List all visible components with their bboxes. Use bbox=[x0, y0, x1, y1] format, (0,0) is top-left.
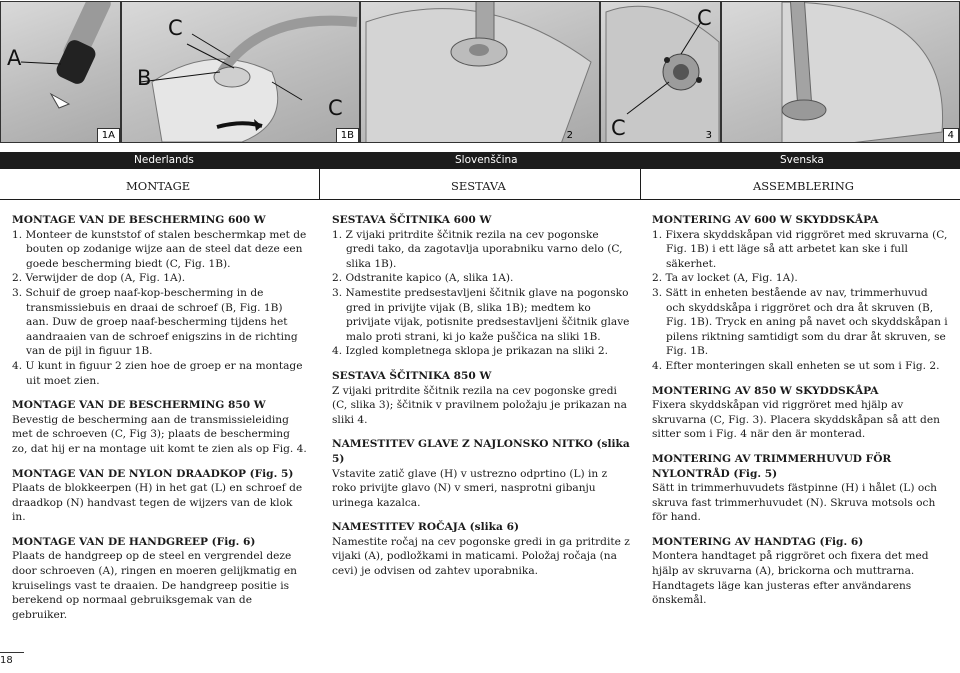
paragraph: 1. Monteer de kunststof of stalen beschermkap met de bouten op zodanige wijze aan de steel dat deze een goede bescherming biedt (C, Fig. 1B). bbox=[12, 228, 307, 270]
section-heading: MONTERING AV TRIMMERHUVUD FÖR NYLONTRÅD (Fig. 5) bbox=[652, 452, 892, 480]
language-bar bbox=[0, 152, 960, 169]
section-heading: NAMESTITEV ROČAJA (slika 6) bbox=[332, 521, 519, 534]
figure-1b-callout-b: B bbox=[137, 66, 152, 90]
language-slovenian: Slovenščina bbox=[455, 154, 518, 166]
column-slovenian bbox=[332, 213, 630, 589]
figure-3-callout-top: C bbox=[697, 6, 712, 30]
paragraph: 3. Schuif de groep naaf-kop-bescherming in de transmissiebuis en draai de schroef (B, Fig. 1B) aan. Duw de groep naaf-bescherming tijdens het aandraaien van de schroef enigszins in de richting van de pijl in figuur 1B. bbox=[12, 286, 298, 358]
language-swedish: Svenska bbox=[780, 154, 824, 166]
section-heading: MONTAGE VAN DE BESCHERMING 850 W bbox=[12, 399, 266, 412]
text-block bbox=[12, 535, 308, 623]
figure-1b-illustration bbox=[122, 2, 360, 143]
text-block bbox=[652, 452, 950, 525]
figure-3-number: 3 bbox=[705, 130, 712, 141]
figure-1a-callout: A bbox=[7, 46, 22, 70]
figure-3 bbox=[600, 1, 721, 143]
page-number: 18 bbox=[0, 655, 13, 666]
paragraph: Vstavite zatič glave (H) v ustrezno odprtino (L) in z roko privijte glavo (N) v smeri, nasprotni gibanju urinega kazalca. bbox=[332, 467, 608, 509]
language-dutch: Nederlands bbox=[134, 154, 194, 166]
column-divider bbox=[640, 169, 641, 199]
figure-1b-number: 1B bbox=[336, 128, 359, 142]
section-heading: SESTAVA ŠČITNIKA 850 W bbox=[332, 369, 492, 382]
paragraph: Fixera skyddskåpan vid riggröret med hjälp av skruvarna (C, Fig. 3). Placera skyddskåpan så att den sitter som i Fig. 4 när den är monterad. bbox=[652, 399, 940, 441]
section-heading: MONTAGE VAN DE NYLON DRAADKOP (Fig. 5) bbox=[12, 467, 294, 480]
figure-row bbox=[0, 0, 960, 146]
paragraph: 3. Namestite predsestavljeni ščitnik glave na pogonsko gred in privijte vijak (B, slika 1B); medtem ko privijate vijak, potisnite predsestavljeni ščitnik glave malo proti strani, ki jo kaže puščica na sliki 1B. bbox=[332, 286, 630, 343]
section-bar bbox=[0, 169, 960, 200]
figure-2-number: 2 bbox=[566, 130, 573, 141]
section-heading: MONTAGE VAN DE HANDGREEP (Fig. 6) bbox=[12, 535, 256, 548]
figure-4-number: 4 bbox=[943, 128, 959, 142]
figure-1b-callout-c-top: C bbox=[168, 16, 183, 40]
figure-4-illustration bbox=[722, 2, 960, 143]
figure-4 bbox=[721, 1, 960, 143]
figure-1b-callout-c-bottom: C bbox=[328, 96, 343, 120]
text-block bbox=[12, 467, 308, 525]
section-heading: MONTERING AV 600 W SKYDDSKÅPA bbox=[652, 214, 879, 226]
section-heading: MONTERING AV HANDTAG (Fig. 6) bbox=[652, 535, 864, 548]
paragraph: 3. Sätt in enheten bestående av nav, trimmerhuvud och skyddskåpa i riggröret och dra åt skruven (B, Fig. 1B). Tryck en aning på navet och skyddskåpan i pilens riktning samtidigt som du drar åt skruven, se Fig. 1B. bbox=[652, 286, 948, 358]
section-heading: NAMESTITEV GLAVE Z NAJLONSKO NITKO (slika 5) bbox=[332, 438, 630, 465]
column-swedish bbox=[652, 213, 950, 618]
section-title-dutch: MONTAGE bbox=[126, 179, 191, 193]
text-block bbox=[652, 535, 950, 608]
section-title-slovenian: SESTAVA bbox=[451, 179, 506, 193]
text-block bbox=[12, 213, 308, 388]
section-heading: SESTAVA ŠČITNIKA 600 W bbox=[332, 214, 492, 226]
figure-1a-number: 1A bbox=[97, 128, 120, 142]
footer-rule bbox=[0, 652, 24, 653]
section-title-swedish: ASSEMBLERING bbox=[753, 179, 854, 193]
paragraph: 4. Izgled kompletnega sklopa je prikazan na sliki 2. bbox=[332, 345, 608, 358]
figure-1a-illustration bbox=[1, 2, 121, 143]
text-block bbox=[332, 213, 630, 359]
paragraph: 4. U kunt in figuur 2 zien hoe de groep er na montage uit moet zien. bbox=[12, 359, 303, 387]
paragraph: Z vijaki pritrdite ščitnik rezila na cev pogonske gredi (C, slika 3); ščitnik v pravilnem položaju je prikazan na sliki 4. bbox=[332, 384, 627, 426]
paragraph: Namestite ročaj na cev pogonske gredi in ga pritrdite z vijaki (A), podložkami in maticami. Položaj ročaja (na cevi) je odvisen od zahtev uporabnika. bbox=[332, 535, 630, 578]
section-heading: MONTERING AV 850 W SKYDDSKÅPA bbox=[652, 384, 879, 397]
paragraph: 1. Z vijaki pritrdite ščitnik rezila na cev pogonske gredi tako, da zagotavlja uporabniku varno delo (C, slika 1B). bbox=[332, 228, 623, 270]
paragraph: Bevestig de bescherming aan de transmissieleiding met de schroeven (C, Fig 3); plaats de bescherming zo, dat hij er na montage uit komt te zien als op Fig. 4. bbox=[12, 413, 307, 455]
text-block bbox=[652, 213, 950, 374]
text-block bbox=[332, 520, 630, 578]
figure-1a bbox=[0, 1, 121, 143]
text-block bbox=[652, 384, 950, 442]
text-block bbox=[12, 398, 308, 456]
paragraph: 1. Fixera skyddskåpan vid riggröret med skruvarna (C, Fig. 1B) i ett läge så att arbetet kan ske i full säkerhet. bbox=[652, 228, 948, 270]
figure-3-callout-bottom: C bbox=[611, 116, 626, 140]
column-dutch bbox=[12, 213, 308, 632]
paragraph: Plaats de blokkeerpen (H) in het gat (L) en schroef de draadkop (N) handvast tegen de wijzers van de klok in. bbox=[12, 482, 303, 524]
text-block bbox=[332, 437, 630, 510]
text-block bbox=[332, 369, 630, 427]
figure-2 bbox=[360, 1, 600, 143]
paragraph: 4. Efter monteringen skall enheten se ut som i Fig. 2. bbox=[652, 359, 940, 372]
paragraph: 2. Ta av locket (A, Fig. 1A). bbox=[652, 272, 798, 285]
section-heading: MONTAGE VAN DE BESCHERMING 600 W bbox=[12, 214, 266, 226]
paragraph: 2. Verwijder de dop (A, Fig. 1A). bbox=[12, 272, 186, 285]
paragraph: 2. Odstranite kapico (A, slika 1A). bbox=[332, 272, 514, 285]
paragraph: Sätt in trimmerhuvudets fästpinne (H) i hålet (L) och skruva fast trimmerhuvudet (N). Skruva motsols och för hand. bbox=[652, 482, 937, 524]
paragraph: Montera handtaget på riggröret och fixera det med hjälp av skruvarna (A), brickorna och muttrarna. Handtagets läge kan justeras efter användarens önskemål. bbox=[652, 550, 929, 607]
figure-2-illustration bbox=[361, 2, 600, 143]
column-divider bbox=[319, 169, 320, 199]
paragraph: Plaats de handgreep op de steel en vergrendel deze door schroeven (A), ringen en moeren gelijkmatig en kruiselings vast te draaien. De handgreep positie is berekend op normaal gebruiksgemak van de gebruiker. bbox=[12, 550, 297, 621]
figure-1b bbox=[121, 1, 360, 143]
